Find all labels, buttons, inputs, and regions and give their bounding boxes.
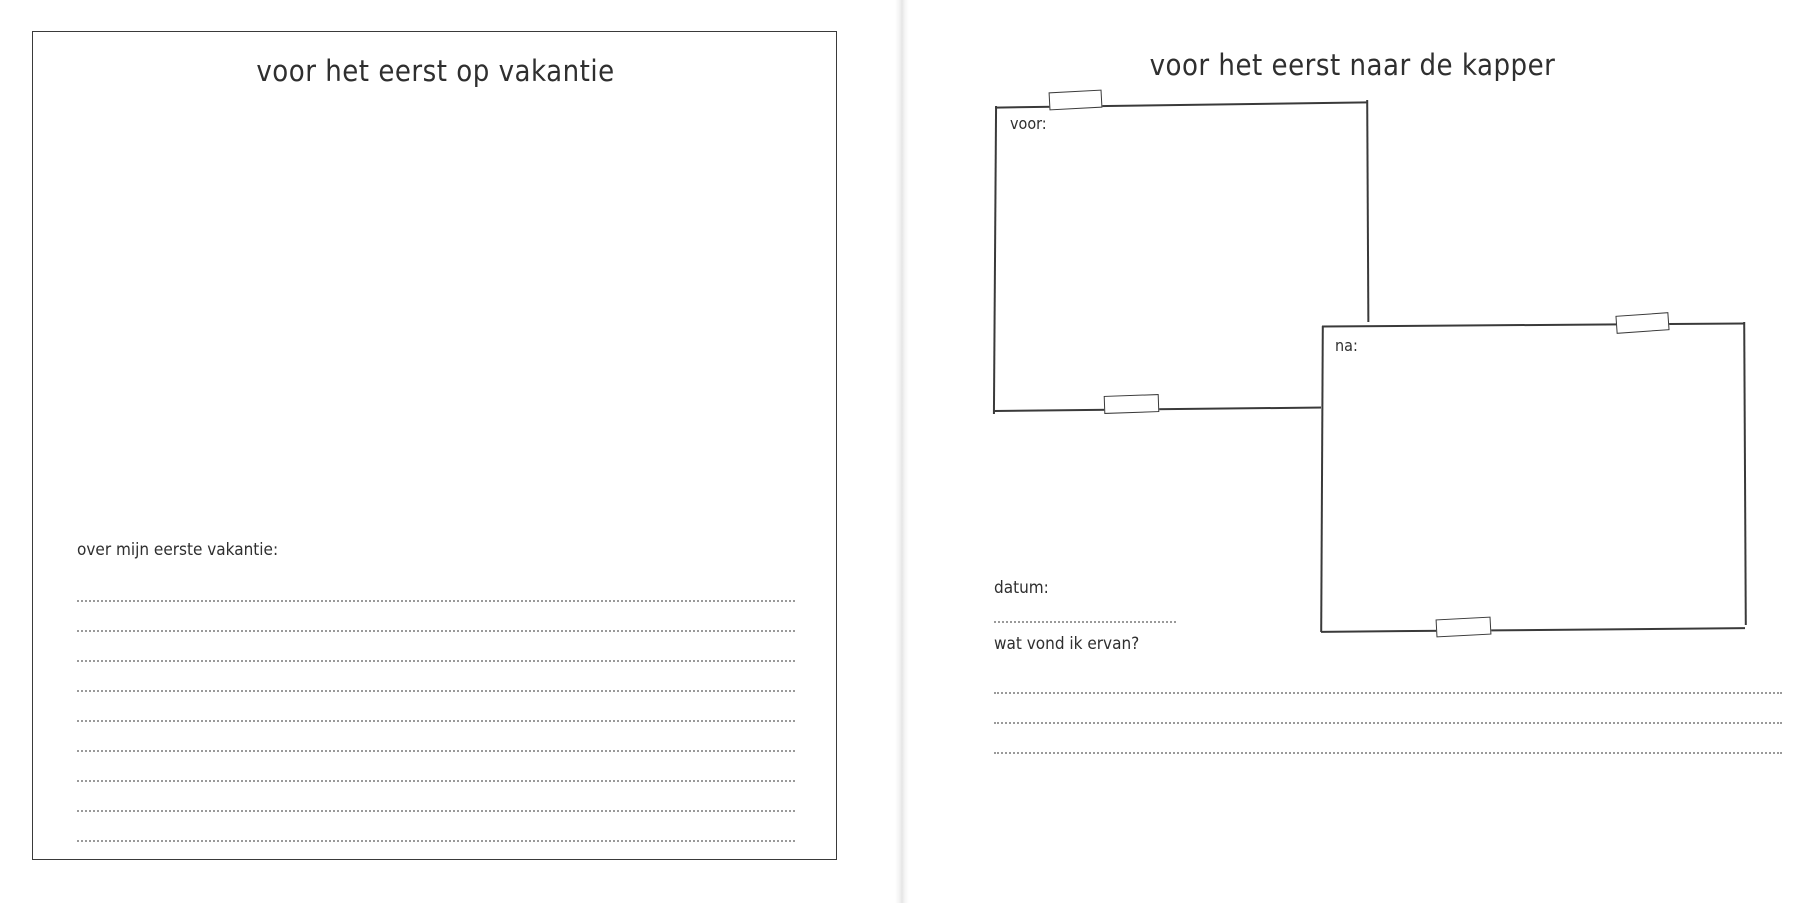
writing-line[interactable] (77, 602, 795, 632)
writing-line[interactable] (994, 664, 1782, 694)
opinion-label: wat vond ik ervan? (994, 634, 1140, 654)
tape-icon-after-bottom (1436, 617, 1492, 638)
photo-edge-top (1322, 323, 1745, 328)
writing-line[interactable] (994, 694, 1782, 724)
writing-line[interactable] (77, 752, 795, 782)
photo-edge-left (993, 106, 997, 414)
photo-edge-bottom (994, 406, 1368, 412)
left-page-title: voor het eerst op vakantie (256, 54, 615, 88)
left-writing-lines[interactable] (77, 572, 795, 842)
date-label: datum: (994, 578, 1049, 598)
writing-line[interactable] (994, 724, 1782, 754)
tape-icon-before-top (1049, 90, 1103, 111)
left-prompt-label: over mijn eerste vakantie: (77, 540, 279, 560)
photo-box-before[interactable] (994, 100, 1369, 414)
tape-icon-before-bottom (1104, 394, 1160, 414)
photo-edge-left (1320, 326, 1324, 632)
photo-edge-right (1743, 322, 1747, 625)
tape-icon-after-top (1615, 312, 1669, 334)
writing-line[interactable] (77, 662, 795, 692)
left-page (0, 0, 895, 903)
writing-line[interactable] (77, 632, 795, 662)
right-page-title: voor het eerst naar de kapper (1149, 48, 1556, 82)
writing-line[interactable] (77, 782, 795, 812)
writing-line[interactable] (77, 722, 795, 752)
left-photo-area[interactable] (77, 112, 795, 512)
photo-label-after: na: (1335, 336, 1358, 355)
date-input[interactable] (994, 615, 1176, 623)
left-page-frame (32, 31, 837, 860)
photo-edge-bottom (1321, 627, 1745, 632)
page-gutter (895, 0, 909, 903)
right-writing-lines[interactable] (994, 664, 1782, 754)
writing-line[interactable] (77, 812, 795, 842)
writing-line[interactable] (77, 572, 795, 602)
right-page (909, 0, 1796, 903)
writing-line[interactable] (77, 692, 795, 722)
photo-box-after[interactable] (1321, 322, 1746, 634)
photo-label-before: voor: (1010, 114, 1047, 133)
